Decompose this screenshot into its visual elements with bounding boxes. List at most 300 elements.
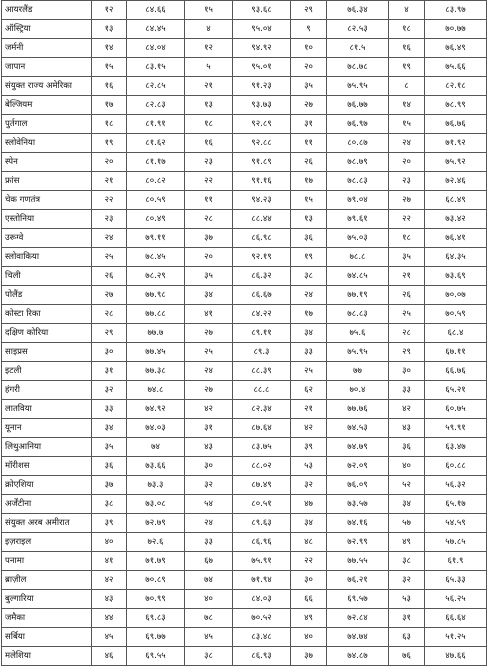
value-cell: २०	[185, 248, 233, 267]
value-cell: ३७	[291, 647, 327, 666]
value-cell: ९	[291, 20, 327, 39]
country-cell: ऑस्ट्रिया	[2, 20, 92, 39]
country-cell: संयुक्त राज्य अमेरिका	[2, 77, 92, 96]
country-cell: हंगरी	[2, 381, 92, 400]
value-cell: १३	[185, 96, 233, 115]
value-cell: ७७.९८	[127, 286, 185, 305]
value-cell: ८२.८३	[127, 96, 185, 115]
value-cell: २६	[92, 267, 127, 286]
value-cell: ७१.७९	[127, 552, 185, 571]
value-cell: २८	[185, 210, 233, 229]
value-cell: ५६.३२	[425, 476, 487, 495]
value-cell: १९	[389, 58, 425, 77]
value-cell: ७६.०९	[327, 476, 389, 495]
value-cell: १७	[291, 305, 327, 324]
value-cell: ४०	[185, 590, 233, 609]
country-cell: मलेशिया	[2, 647, 92, 666]
value-cell: ७८.८	[327, 248, 389, 267]
value-cell: ७५.९१	[233, 552, 291, 571]
table-row	[2, 191, 487, 210]
value-cell: ७०.९९	[127, 590, 185, 609]
value-cell: ६७.११	[425, 343, 487, 362]
value-cell: ५३	[389, 590, 425, 609]
value-cell: २३	[92, 210, 127, 229]
value-cell: ७५.६६	[425, 58, 487, 77]
value-cell: ३१	[389, 609, 425, 628]
value-cell: ३४	[291, 514, 327, 533]
country-cell: इज़राइल	[2, 533, 92, 552]
value-cell: ६५.२१	[425, 381, 487, 400]
value-cell: १८	[185, 115, 233, 134]
value-cell: ७७.५५	[327, 552, 389, 571]
value-cell: ६७	[185, 552, 233, 571]
value-cell: ८८.०२	[233, 457, 291, 476]
value-cell: १८	[92, 115, 127, 134]
value-cell: ८८.३९	[233, 362, 291, 381]
value-cell: ५६.२५	[425, 590, 487, 609]
value-cell: १२	[185, 39, 233, 58]
value-cell: ८६.९६	[233, 533, 291, 552]
value-cell: ३४	[389, 495, 425, 514]
value-cell: २०	[291, 58, 327, 77]
country-cell: दक्षिण कोरिया	[2, 324, 92, 343]
value-cell: ७७.७	[127, 324, 185, 343]
value-cell: ४६	[92, 647, 127, 666]
value-cell: ७४.९२	[127, 400, 185, 419]
value-cell: २७	[389, 191, 425, 210]
value-cell: ३८	[291, 267, 327, 286]
table-row	[2, 58, 487, 77]
value-cell: ८२.१८	[425, 77, 487, 96]
value-cell: २४	[185, 514, 233, 533]
country-cell: जमैका	[2, 609, 92, 628]
value-cell: ८४.४५	[127, 20, 185, 39]
value-cell: ९१.८९	[233, 153, 291, 172]
value-cell: ४७	[291, 495, 327, 514]
value-cell: १८	[389, 229, 425, 248]
value-cell: ३८	[185, 647, 233, 666]
value-cell: ७२.०९	[327, 457, 389, 476]
value-cell: २४	[92, 229, 127, 248]
table-row	[2, 647, 487, 666]
value-cell: ४३	[389, 419, 425, 438]
value-cell: १६	[185, 134, 233, 153]
country-cell: लिथुआनिया	[2, 438, 92, 457]
value-cell: ९३.६८	[233, 1, 291, 20]
country-cell: यूनान	[2, 419, 92, 438]
value-cell: २८	[389, 324, 425, 343]
country-cell: फ्रांस	[2, 172, 92, 191]
value-cell: २८	[92, 305, 127, 324]
value-cell: २१	[92, 172, 127, 191]
value-cell: २९	[389, 343, 425, 362]
table-row	[2, 438, 487, 457]
value-cell: ८९.६३	[233, 514, 291, 533]
value-cell: ११	[185, 191, 233, 210]
value-cell: ७८.४५	[127, 248, 185, 267]
value-cell: २३	[185, 153, 233, 172]
value-cell: ३६	[389, 438, 425, 457]
value-cell: ३५	[92, 438, 127, 457]
value-cell: २१	[291, 400, 327, 419]
value-cell: ६६	[291, 590, 327, 609]
table-row	[2, 229, 487, 248]
value-cell: ३६	[291, 229, 327, 248]
table-row	[2, 324, 487, 343]
value-cell: ६०.७५	[425, 400, 487, 419]
value-cell: ७३.०८	[127, 495, 185, 514]
value-cell: ९३.७३	[233, 96, 291, 115]
value-cell: ६८.४	[425, 324, 487, 343]
value-cell: ५७	[389, 514, 425, 533]
table-row	[2, 77, 487, 96]
value-cell: २३	[389, 172, 425, 191]
country-cell: स्पेन	[2, 153, 92, 172]
value-cell: ७७	[327, 362, 389, 381]
value-cell: ७४.८५	[327, 267, 389, 286]
table-row	[2, 571, 487, 590]
value-cell: ७७.४५	[127, 343, 185, 362]
value-cell: ४३	[92, 590, 127, 609]
value-cell: ३०	[291, 571, 327, 590]
value-cell: ८७.४९	[233, 476, 291, 495]
country-cell: कोस्टा रिका	[2, 305, 92, 324]
value-cell: ९२.८९	[233, 115, 291, 134]
value-cell: ७०.७७	[425, 20, 487, 39]
value-cell: ८१.६२	[127, 134, 185, 153]
value-cell: ९१.२३	[233, 77, 291, 96]
value-cell: ७४	[127, 438, 185, 457]
value-cell: ४०	[389, 457, 425, 476]
value-cell: ६५.३३	[425, 571, 487, 590]
value-cell: ७५.९२	[425, 153, 487, 172]
value-cell: ४२	[185, 400, 233, 419]
value-cell: ३३	[92, 400, 127, 419]
value-cell: ७७.७६	[327, 400, 389, 419]
value-cell: ८०.५९	[127, 191, 185, 210]
table-row	[2, 96, 487, 115]
value-cell: ७२.६	[127, 533, 185, 552]
value-cell: २०	[389, 153, 425, 172]
value-cell: ३२	[389, 571, 425, 590]
value-cell: ७३.४२	[425, 210, 487, 229]
value-cell: ९५.०१	[233, 58, 291, 77]
value-cell: ३७	[185, 229, 233, 248]
table-row	[2, 286, 487, 305]
country-cell: साइप्रस	[2, 343, 92, 362]
value-cell: ४२	[291, 419, 327, 438]
country-cell: स्लोवाकिया	[2, 248, 92, 267]
value-cell: ३५	[291, 77, 327, 96]
value-cell: ७६.४९	[425, 39, 487, 58]
country-cell: लातविया	[2, 400, 92, 419]
value-cell: १९	[92, 134, 127, 153]
country-cell: क्रोएशिया	[2, 476, 92, 495]
value-cell: १६	[92, 77, 127, 96]
value-cell: १२	[92, 1, 127, 20]
value-cell: २९	[92, 324, 127, 343]
value-cell: ८६.९३	[233, 647, 291, 666]
value-cell: ८४.६६	[127, 1, 185, 20]
table-row	[2, 20, 487, 39]
value-cell: ७४.१६	[327, 514, 389, 533]
table-row	[2, 267, 487, 286]
value-cell: २२	[291, 552, 327, 571]
country-cell: बेल्जियम	[2, 96, 92, 115]
value-cell: ८०.५१	[233, 495, 291, 514]
value-cell: ७०.४	[327, 381, 389, 400]
value-cell: ५१.२५	[425, 628, 487, 647]
table-row	[2, 400, 487, 419]
value-cell: २७	[185, 381, 233, 400]
table-row	[2, 381, 487, 400]
value-cell: ३१	[185, 419, 233, 438]
value-cell: ७६.७६	[425, 115, 487, 134]
value-cell: २७	[92, 286, 127, 305]
value-cell: ८१.९१	[127, 115, 185, 134]
value-cell: ८३.७५	[233, 438, 291, 457]
value-cell: ८३.१५	[127, 58, 185, 77]
value-cell: २५	[185, 343, 233, 362]
value-cell: १९	[291, 248, 327, 267]
table-row	[2, 457, 487, 476]
value-cell: ७३.५७	[327, 495, 389, 514]
table-row	[2, 248, 487, 267]
table-row	[2, 514, 487, 533]
value-cell: ७८.७९	[327, 153, 389, 172]
country-cell: जर्मनी	[2, 39, 92, 58]
table-body	[2, 1, 487, 666]
value-cell: २९	[291, 1, 327, 20]
value-cell: ८६.९८	[233, 229, 291, 248]
value-cell: ३३	[389, 381, 425, 400]
value-cell: ३३	[291, 343, 327, 362]
value-cell: ७३.६९	[425, 267, 487, 286]
value-cell: ९४.९२	[233, 39, 291, 58]
value-cell: ५४.५९	[425, 514, 487, 533]
value-cell: २०	[92, 153, 127, 172]
value-cell: ४२	[389, 400, 425, 419]
value-cell: ७७.३८	[127, 362, 185, 381]
value-cell: ६६.६४	[425, 609, 487, 628]
value-cell: ६३.४७	[425, 438, 487, 457]
value-cell: ६९.८३	[127, 609, 185, 628]
value-cell: ७४.५३	[327, 419, 389, 438]
value-cell: ४७.६६	[425, 647, 487, 666]
value-cell: १३	[92, 20, 127, 39]
value-cell: २५	[389, 305, 425, 324]
value-cell: ६४.३५	[425, 248, 487, 267]
value-cell: ४३	[185, 438, 233, 457]
value-cell: १६	[389, 39, 425, 58]
value-cell: ८३.४८	[233, 628, 291, 647]
value-cell: १५	[291, 191, 327, 210]
value-cell: ६०.८८	[425, 457, 487, 476]
country-cell: पोलैंड	[2, 286, 92, 305]
value-cell: ३५	[389, 248, 425, 267]
table-row	[2, 590, 487, 609]
value-cell: ४९	[389, 533, 425, 552]
value-cell: ९१.१६	[233, 172, 291, 191]
value-cell: ६३	[389, 628, 425, 647]
value-cell: ७८	[185, 609, 233, 628]
value-cell: २५	[92, 248, 127, 267]
value-cell: ४५	[185, 628, 233, 647]
value-cell: ८२.८५	[127, 77, 185, 96]
value-cell: ३७	[92, 476, 127, 495]
value-cell: ५७.८५	[425, 533, 487, 552]
country-cell: सर्बिया	[2, 628, 92, 647]
value-cell: ३१	[291, 115, 327, 134]
value-cell: ६८.४९	[425, 191, 487, 210]
value-cell: ४९	[291, 609, 327, 628]
value-cell: ६६.७६	[425, 362, 487, 381]
value-cell: १७	[92, 96, 127, 115]
ranking-table	[1, 0, 487, 666]
table-row	[2, 628, 487, 647]
value-cell: ३९	[92, 514, 127, 533]
value-cell: ३३	[185, 533, 233, 552]
value-cell: ६२	[291, 381, 327, 400]
value-cell: ८२.५३	[327, 20, 389, 39]
value-cell: ८८.८	[233, 381, 291, 400]
value-cell: ९२.८८	[233, 134, 291, 153]
value-cell: ३२	[291, 476, 327, 495]
value-cell: ३५	[185, 267, 233, 286]
value-cell: ८७.६४	[233, 419, 291, 438]
value-cell: ३४	[92, 419, 127, 438]
value-cell: १५	[92, 58, 127, 77]
value-cell: ७९.११	[127, 229, 185, 248]
country-cell: उरूग्वे	[2, 229, 92, 248]
country-cell: ब्राज़ील	[2, 571, 92, 590]
value-cell: २६	[291, 153, 327, 172]
value-cell: २२	[185, 172, 233, 191]
country-cell: चेक गणतंत्र	[2, 191, 92, 210]
value-cell: ५९.९१	[425, 419, 487, 438]
value-cell: १७	[291, 172, 327, 191]
value-cell: ७१.९२	[425, 134, 487, 153]
country-cell: बुल्गारिया	[2, 590, 92, 609]
value-cell: ६१.९	[425, 552, 487, 571]
value-cell: ७४.०३	[127, 419, 185, 438]
value-cell: ७९.६१	[327, 210, 389, 229]
value-cell: ५२	[389, 476, 425, 495]
value-cell: १४	[389, 96, 425, 115]
value-cell: १०	[291, 39, 327, 58]
table-row	[2, 533, 487, 552]
value-cell: ५	[185, 58, 233, 77]
value-cell: ७४.७९	[327, 438, 389, 457]
value-cell: २६	[389, 286, 425, 305]
value-cell: ६९.७७	[127, 628, 185, 647]
value-cell: ८१.५	[327, 39, 389, 58]
value-cell: ३९	[291, 438, 327, 457]
value-cell: ४४	[92, 609, 127, 628]
value-cell: ८२.३४	[233, 400, 291, 419]
value-cell: ३८	[92, 495, 127, 514]
value-cell: ३८	[389, 552, 425, 571]
value-cell: ४८	[291, 533, 327, 552]
value-cell: ४१	[185, 305, 233, 324]
value-cell: ८६.६७	[233, 286, 291, 305]
value-cell: १३	[291, 210, 327, 229]
value-cell: ७५.९५	[327, 343, 389, 362]
value-cell: ७२.८४	[327, 609, 389, 628]
value-cell: २४	[291, 286, 327, 305]
table-row	[2, 39, 487, 58]
country-cell: इटली	[2, 362, 92, 381]
value-cell: ८०.४९	[127, 210, 185, 229]
country-cell: मॉरीशस	[2, 457, 92, 476]
value-cell: २१	[185, 77, 233, 96]
value-cell: ४०	[291, 628, 327, 647]
value-cell: ७२.७९	[127, 514, 185, 533]
country-cell: पनामा	[2, 552, 92, 571]
country-cell: अर्जेंटीना	[2, 495, 92, 514]
value-cell: १८	[389, 20, 425, 39]
value-cell: ९२.१९	[233, 248, 291, 267]
value-cell: ७५.०३	[327, 229, 389, 248]
value-cell: ७४.८	[127, 381, 185, 400]
value-cell: ७६.९७	[327, 115, 389, 134]
value-cell: ९४.२३	[233, 191, 291, 210]
table-row	[2, 210, 487, 229]
value-cell: ७८.७८	[327, 58, 389, 77]
value-cell: ३०	[92, 343, 127, 362]
value-cell: ८९.३	[233, 343, 291, 362]
value-cell: ३२	[92, 381, 127, 400]
value-cell: ५३	[291, 457, 327, 476]
value-cell: १५	[389, 115, 425, 134]
value-cell: ७२.४६	[425, 172, 487, 191]
value-cell: ७८.९९	[425, 96, 487, 115]
value-cell: २२	[92, 191, 127, 210]
country-cell: आयरलैंड	[2, 1, 92, 20]
table-row	[2, 362, 487, 381]
value-cell: ८०.८७	[327, 134, 389, 153]
value-cell: ७३.६६	[127, 457, 185, 476]
value-cell: ३४	[185, 286, 233, 305]
value-cell: ८१.१७	[127, 153, 185, 172]
value-cell: २४	[389, 134, 425, 153]
value-cell: २५	[291, 362, 327, 381]
value-cell: ४	[185, 20, 233, 39]
value-cell: ७५.९५	[327, 77, 389, 96]
value-cell: ३२	[185, 476, 233, 495]
value-cell: ३६	[92, 457, 127, 476]
value-cell: ७५.६	[327, 324, 389, 343]
value-cell: ७०.५९	[425, 305, 487, 324]
value-cell: ७७.८८	[127, 305, 185, 324]
table-row	[2, 153, 487, 172]
value-cell: ३०	[389, 362, 425, 381]
value-cell: २७	[291, 96, 327, 115]
value-cell: ४	[389, 1, 425, 20]
value-cell: ४५	[92, 628, 127, 647]
country-cell: चिली	[2, 267, 92, 286]
table-row	[2, 552, 487, 571]
value-cell: ७७.१९	[327, 286, 389, 305]
value-cell: ७८.२९	[127, 267, 185, 286]
value-cell: २४	[185, 362, 233, 381]
value-cell: ६५.१७	[425, 495, 487, 514]
value-cell: ५४	[185, 495, 233, 514]
value-cell: ४२	[92, 571, 127, 590]
value-cell: ७०.८९	[127, 571, 185, 590]
value-cell: ७०.५२	[233, 609, 291, 628]
country-cell: एस्तोनिया	[2, 210, 92, 229]
